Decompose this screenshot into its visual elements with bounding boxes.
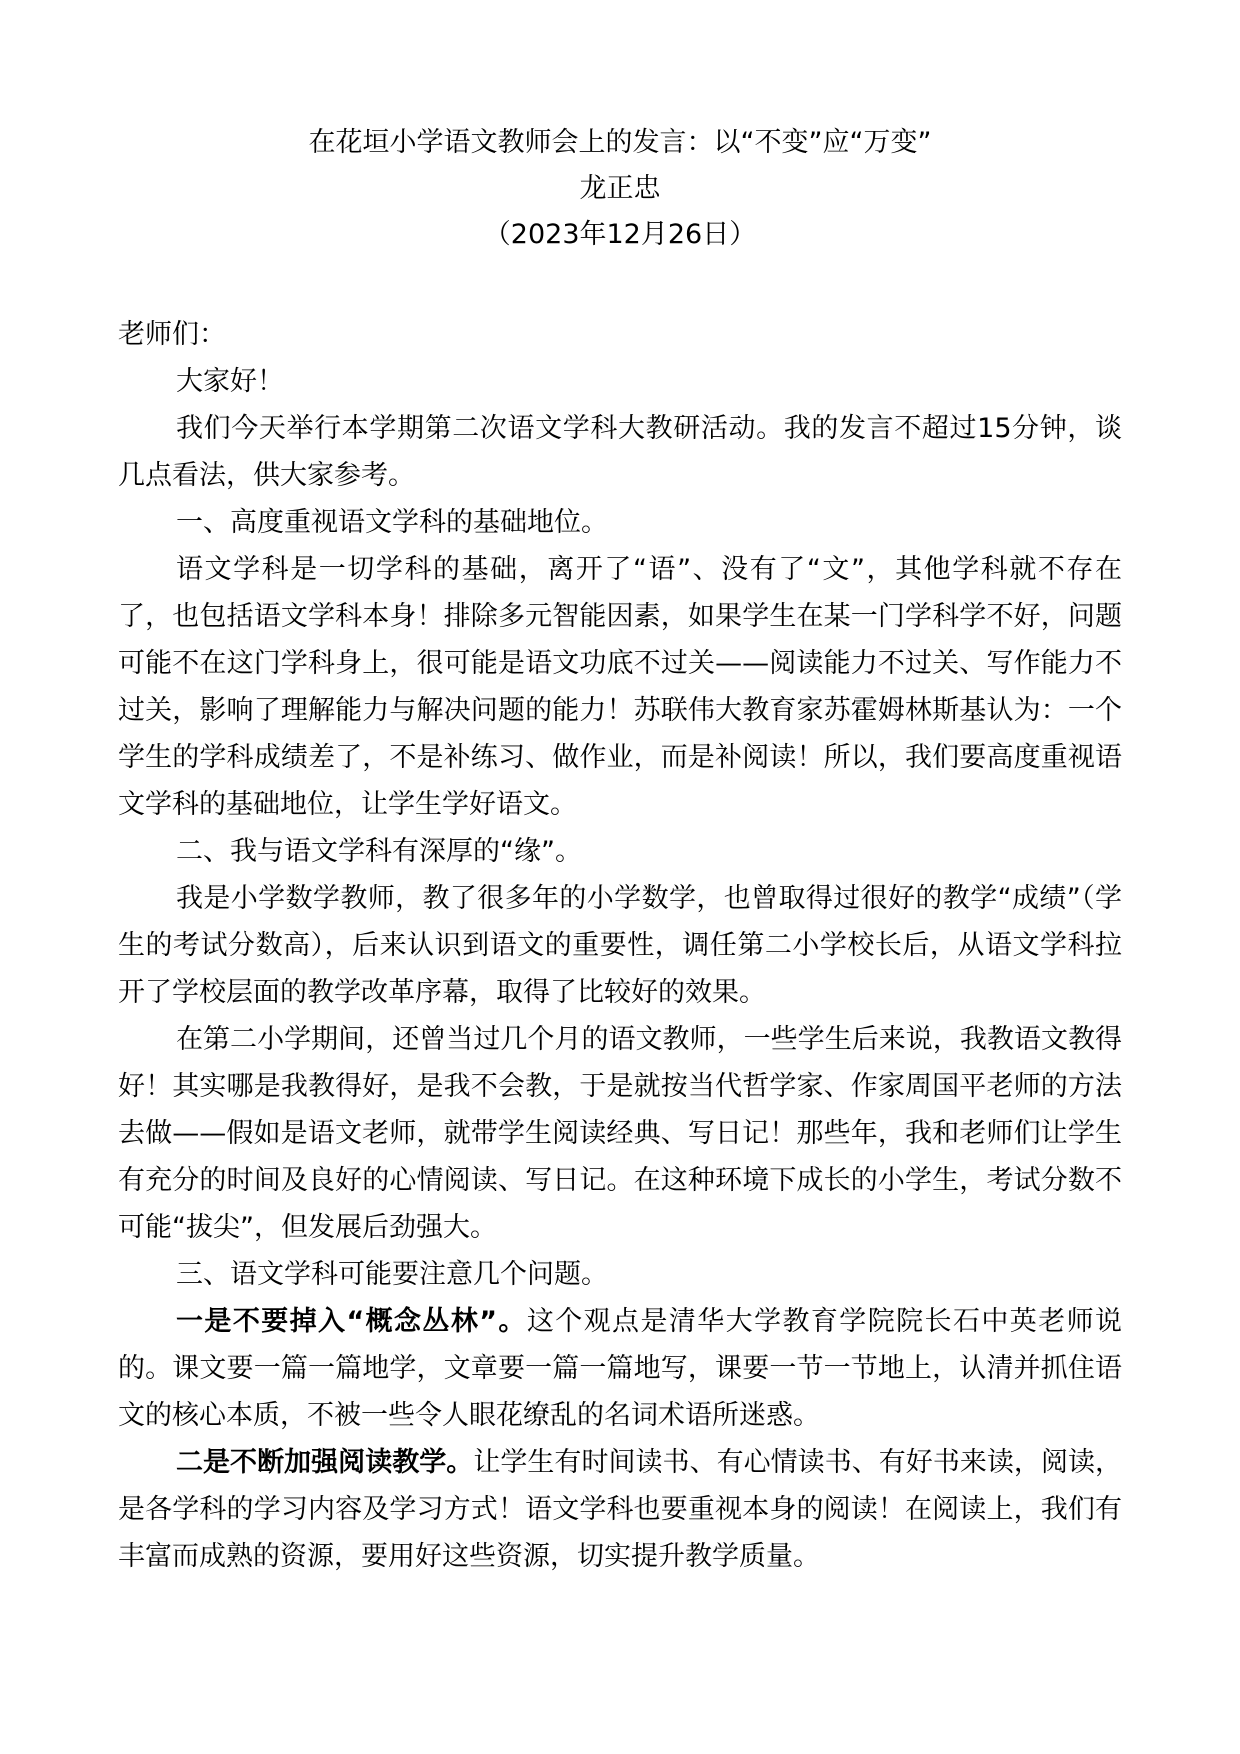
section-heading-3: 三、语文学科可能要注意几个问题。	[176, 1259, 608, 1290]
paragraph-section-2a: 我是小学数学教师，教了很多年的小学数学，也曾取得过很好的教学“成绩”（学生的考试分数高），后来认识到语文的重要性，调任第二小学校长后，从语文学科拉开了学校层面的教学改革序幕，取得了比较好的效果。	[118, 883, 1122, 1008]
point-2-lead: 二是不断加强阅读教学。	[176, 1447, 474, 1478]
paragraph-section-2b: 在第二小学期间，还曾当过几个月的语文教师，一些学生后来说，我教语文教得好！其实哪是我教得好，是我不会教，于是就按当代哲学家、作家周国平老师的方法去做——假如是语文老师，就带学生阅读经典、写日记！那些年，我和老师们让学生有充分的时间及良好的心情阅读、写日记。在这种环境下成长的小学生，考试分数不可能“拔尖”，但发展后劲强大。	[118, 1024, 1122, 1243]
document-title: 在花垣小学语文教师会上的发言：以“不变”应“万变”	[308, 127, 932, 158]
paragraph-point-1	[118, 1298, 1122, 1439]
point-1-lead: 一是不要掉入“概念丛林”。	[176, 1306, 527, 1337]
section-heading-1: 一、高度重视语文学科的基础地位。	[176, 507, 608, 538]
point-2-text: 让学生有时间读书、有心情读书、有好书来读，阅读，是各学科的学习内容及学习方式！语文学科也要重视本身的阅读！在阅读上，我们有丰富而成熟的资源，要用好这些资源，切实提升教学质量。	[118, 1447, 1123, 1572]
speech-date: （2023年12月26日）	[483, 219, 757, 250]
document-body	[118, 311, 1122, 1580]
greeting: 大家好！	[176, 366, 284, 397]
paragraph-intro: 我们今天举行本学期第二次语文学科大教研活动。我的发言不超过15分钟，谈几点看法，供大家参考。	[118, 413, 1122, 491]
document-header	[0, 120, 1240, 258]
author-name: 龙正忠	[579, 173, 661, 204]
salutation: 老师们：	[118, 319, 226, 350]
point-1-text: 这个观点是清华大学教育学院院长石中英老师说的。课文要一篇一篇地学，文章要一篇一篇地写，课要一节一节地上，认清并抓住语文的核心本质，不被一些令人眼花缭乱的名词术语所迷惑。	[118, 1306, 1122, 1431]
paragraph-section-1: 语文学科是一切学科的基础，离开了“语”、没有了“文”，其他学科就不存在了，也包括语文学科本身！排除多元智能因素，如果学生在某一门学科学不好，问题可能不在这门学科身上，很可能是语文功底不过关——阅读能力不过关、写作能力不过关，影响了理解能力与解决问题的能力！苏联伟大教育家苏霍姆林斯基认为：一个学生的学科成绩差了，不是补练习、做作业，而是补阅读！所以，我们要高度重视语文学科的基础地位，让学生学好语文。	[118, 554, 1122, 820]
section-heading-2: 二、我与语文学科有深厚的“缘”。	[176, 836, 582, 867]
paragraph-point-2	[118, 1439, 1122, 1580]
